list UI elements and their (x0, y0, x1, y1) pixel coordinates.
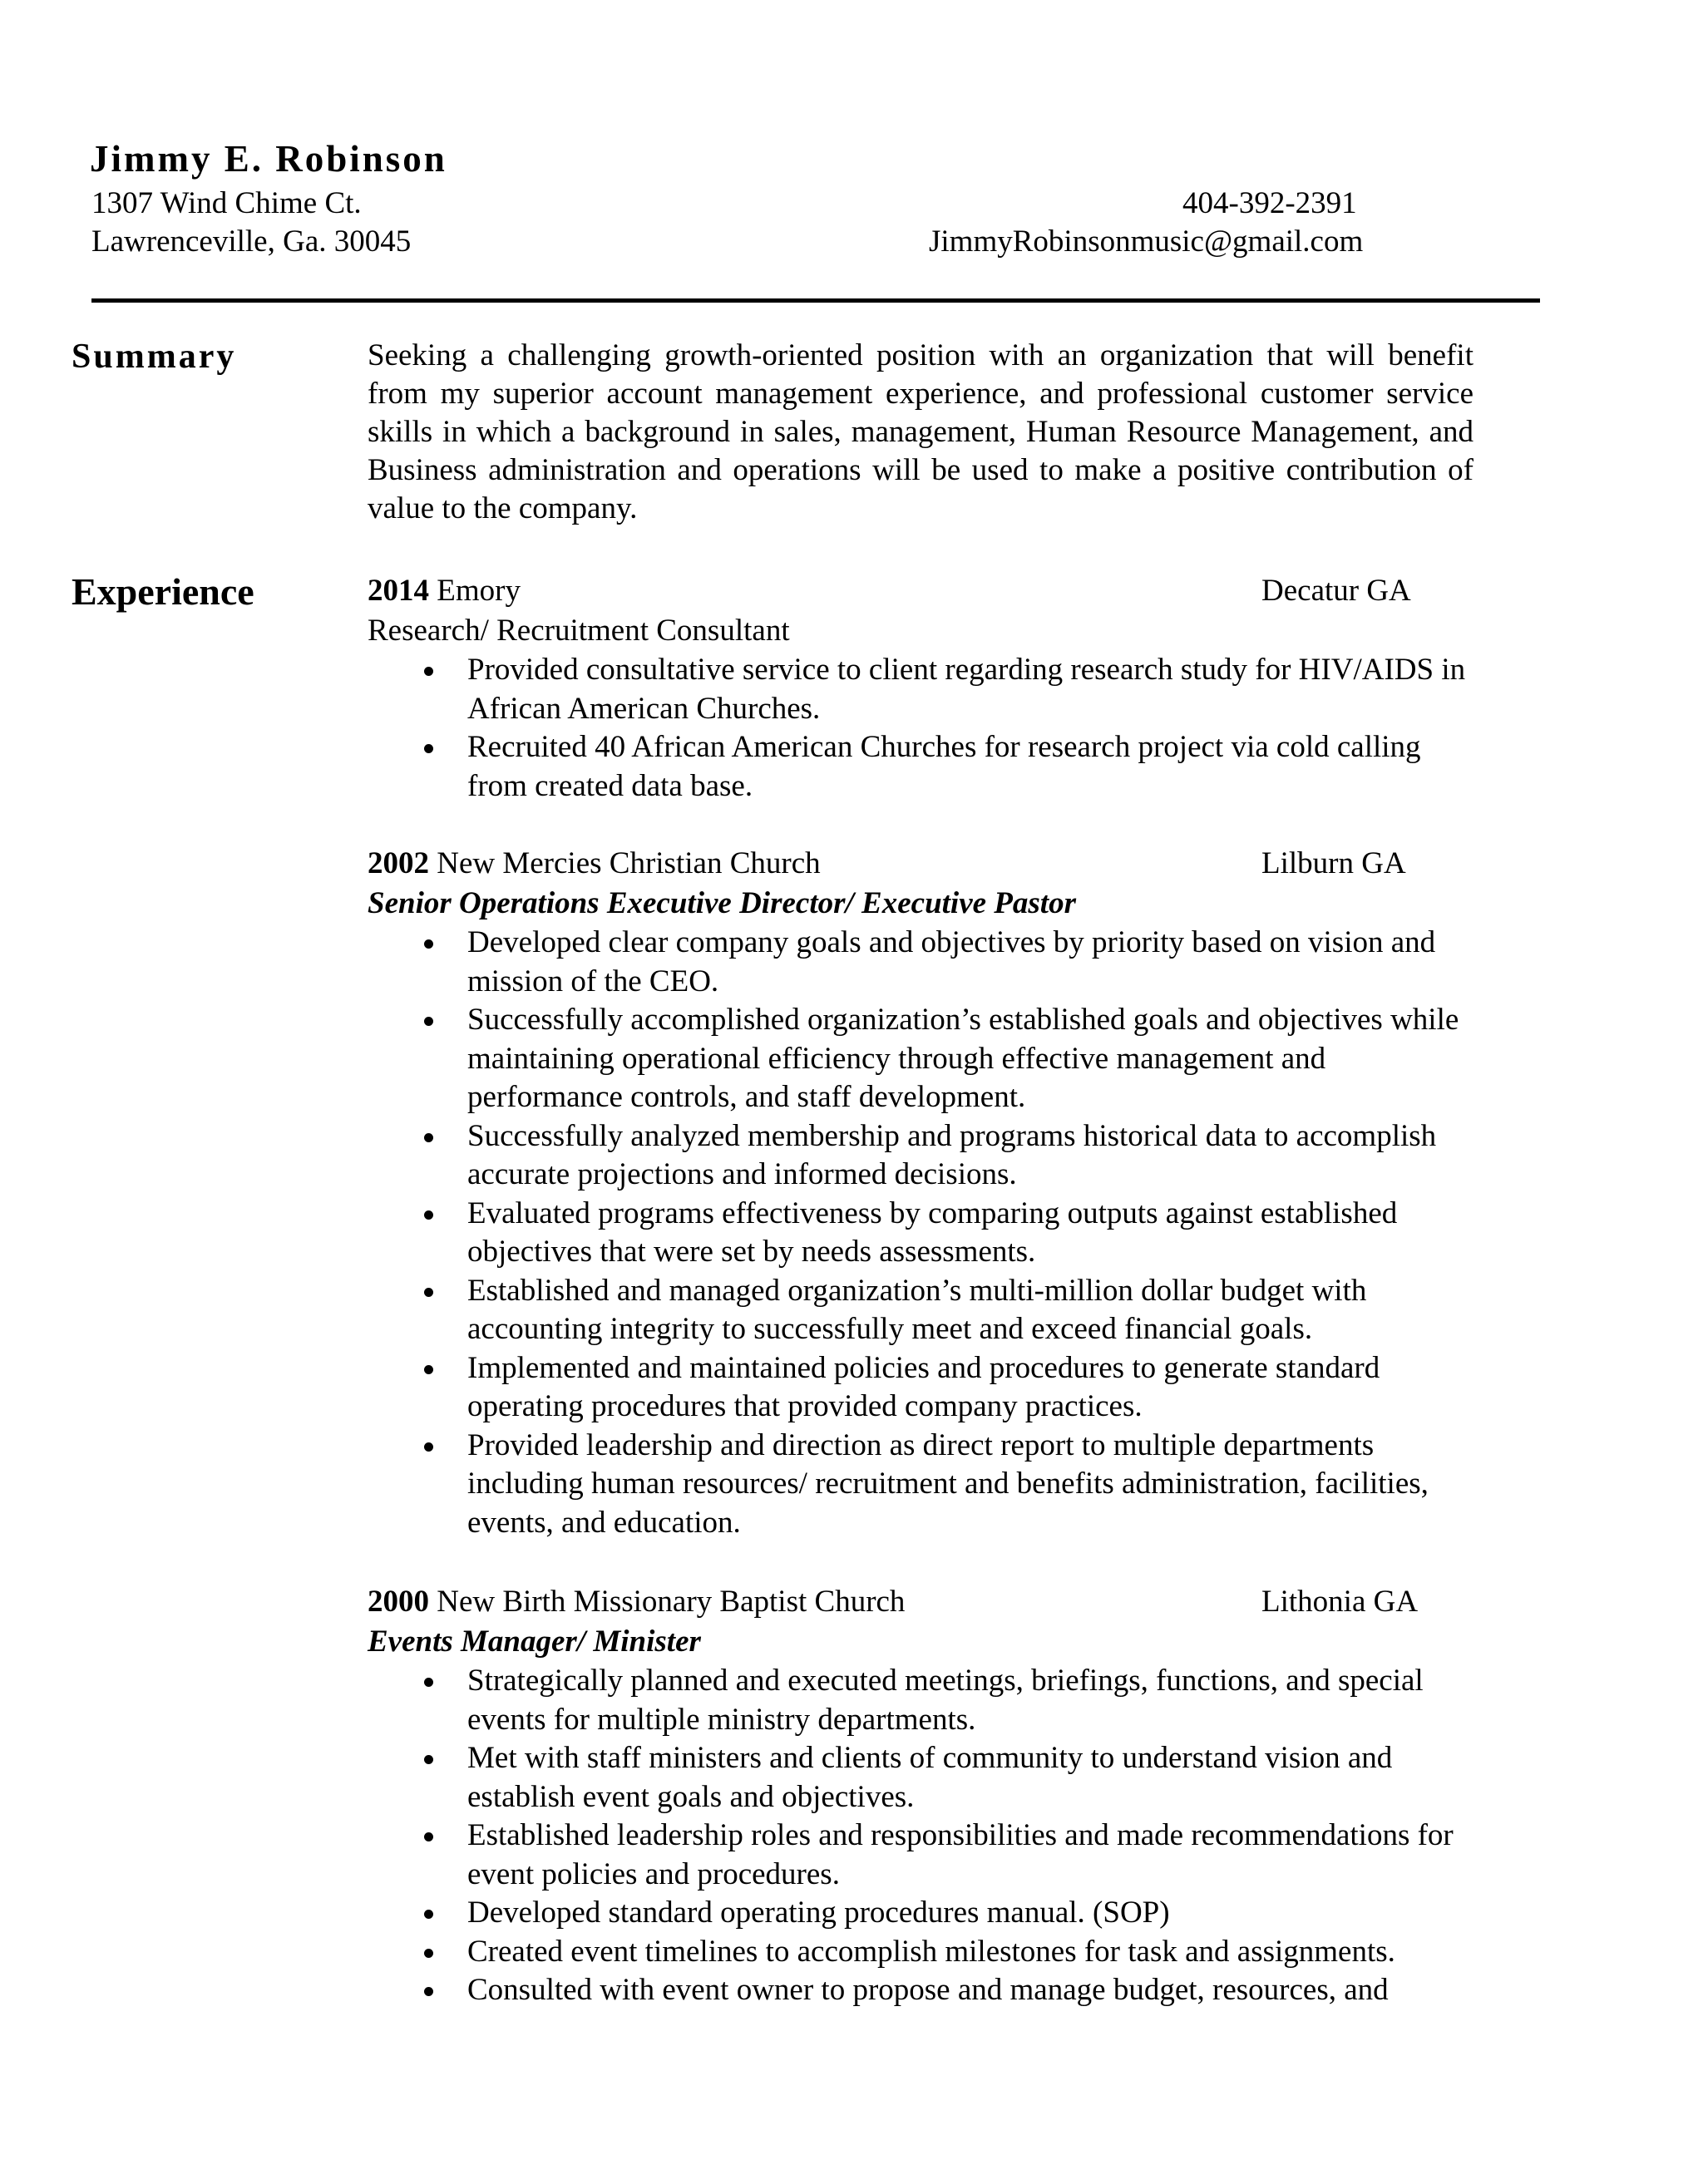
job-entry-emory (368, 571, 1482, 806)
address-line-1: 1307 Wind Chime Ct. (91, 186, 362, 220)
job-bullet: Strategically planned and executed meetings, briefings, functions, and special events for multiple ministry departments. (368, 1662, 1482, 1739)
bullet-icon (424, 1210, 433, 1220)
bullet-icon (424, 1133, 433, 1142)
bullet-icon (424, 1288, 433, 1297)
job-header (368, 844, 1482, 884)
job-organization: Emory (437, 574, 521, 608)
job-title: Research/ Recruitment Consultant (368, 614, 790, 648)
job-location: Lilburn GA (1261, 846, 1406, 880)
experience-heading: Experience (72, 570, 254, 613)
bullet-icon (424, 939, 433, 949)
job-location: Lithonia GA (1261, 1585, 1419, 1619)
email-address: JimmyRobinsonmusic@gmail.com (929, 224, 1364, 259)
job-bullet: Established and managed organization’s multi-million dollar budget with accounting integrity to successfully meet and exceed financial goals. (368, 1272, 1482, 1349)
job-bullet: Created event timelines to accomplish milestones for task and assignments. (368, 1933, 1482, 1972)
summary-heading: Summary (72, 338, 237, 376)
header-divider (91, 298, 1540, 303)
bullet-icon (424, 744, 433, 753)
job-bullet: Developed standard operating procedures manual. (SOP) (368, 1894, 1482, 1933)
phone-number: 404-392-2391 (1182, 186, 1357, 220)
job-bullet: Provided consultative service to client regarding research study for HIV/AIDS in African American Churches. (368, 651, 1482, 728)
job-bullet: Implemented and maintained policies and procedures to generate standard operating procedures that provided company practices. (368, 1349, 1482, 1427)
applicant-name: Jimmy E. Robinson (90, 138, 447, 180)
job-bullet: Established leadership roles and responsibilities and made recommendations for event policies and procedures. (368, 1817, 1482, 1894)
job-bullet: Evaluated programs effectiveness by comparing outputs against established objectives that were set by needs assessments. (368, 1195, 1482, 1272)
bullet-icon (424, 1365, 433, 1374)
bullet-icon (424, 1755, 433, 1764)
job-bullet: Consulted with event owner to propose and manage budget, resources, and (368, 1971, 1482, 2010)
job-entry-new-mercies (368, 844, 1482, 1542)
bullet-icon (424, 1678, 433, 1687)
bullet-icon (424, 667, 433, 676)
job-bullet: Recruited 40 African American Churches for research project via cold calling from created data base. (368, 728, 1482, 806)
address-line-2: Lawrenceville, Ga. 30045 (91, 224, 412, 259)
job-location: Decatur GA (1261, 574, 1411, 608)
bullet-icon (424, 1442, 433, 1452)
bullet-icon (424, 1910, 433, 1919)
job-title: Events Manager/ Minister (368, 1624, 701, 1659)
job-bullet: Provided leadership and direction as direct report to multiple departments including human resources/ recruitment and benefits administration, facilities, events, and education. (368, 1427, 1482, 1543)
job-header (368, 1582, 1482, 1622)
job-organization: New Birth Missionary Baptist Church (437, 1585, 906, 1619)
job-bullet: Successfully analyzed membership and programs historical data to accomplish accurate projections and informed decisions. (368, 1117, 1482, 1195)
job-bullet-list (368, 924, 1482, 1542)
job-year: 2014 (368, 574, 429, 608)
job-entry-new-birth (368, 1582, 1482, 2010)
job-title: Senior Operations Executive Director/ Executive Pastor (368, 886, 1076, 920)
job-bullet-list (368, 1662, 1482, 2010)
bullet-icon (424, 1949, 433, 1958)
job-year: 2000 (368, 1585, 429, 1619)
job-header (368, 571, 1482, 611)
job-bullet-list (368, 651, 1482, 806)
job-year: 2002 (368, 846, 429, 880)
job-organization: New Mercies Christian Church (437, 846, 821, 880)
summary-text: Seeking a challenging growth-oriented position with an organization that will benefit from my superior account management experience, and professional customer service skills in which a background in sales, management, Human Resource Management, and Business administration and operations will be used to make a positive contribution of value to the company. (368, 338, 1473, 525)
job-bullet: Developed clear company goals and objectives by priority based on vision and mission of the CEO. (368, 924, 1482, 1001)
bullet-icon (424, 1832, 433, 1841)
bullet-icon (424, 1987, 433, 1996)
bullet-icon (424, 1017, 433, 1026)
job-bullet: Successfully accomplished organization’s established goals and objectives while maintaining operational efficiency through effective management and performance controls, and staff development. (368, 1001, 1482, 1117)
job-bullet: Met with staff ministers and clients of community to understand vision and establish event goals and objectives. (368, 1739, 1482, 1817)
